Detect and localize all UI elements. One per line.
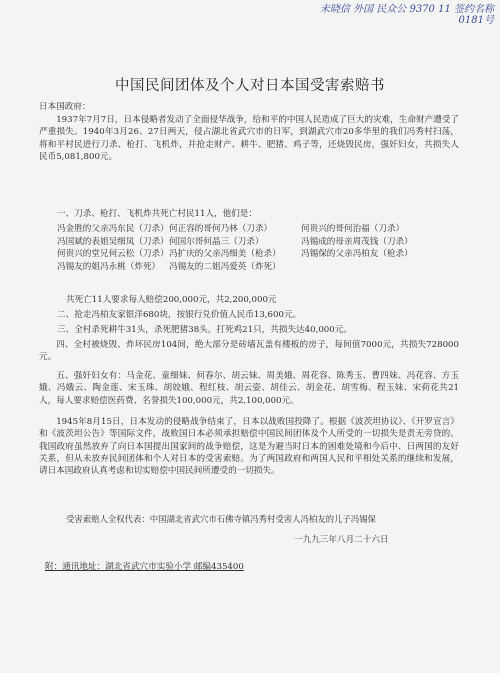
victims-row [57,261,452,274]
victim-cell: 冯锡友的二姐冯爱英（炸死） [169,261,281,272]
intro-paragraph: 1937年7月7日，日本侵略者发动了全面侵华战争，给和平的中国人民造成了巨大的灾难，生命财产遭受了严重损失。1940年3月26、27日两天，侵占湖北省武穴市的日军，到湖武穴市20多华里的我们冯秀村扫荡，将和平村民进行刀杀、枪打、飞机炸，并抢走财产、耕牛、肥猪、鸡子等，还烧毁民房，强奸妇女，共损失人民币5,081,800元。 [39,115,459,162]
salutation: 日本国政府： [39,102,91,112]
section-1-heading: 一、刀杀、枪打、飞机炸共死亡村民11人，他们是： [57,209,257,219]
victim-cell: 何正容的哥何乃林（刀杀） [169,224,273,234]
claimant-representative: 受害索赔人全权代表：中国湖北省武穴市石佛寺镇冯秀村受害人冯柏友的儿子冯锡保 [66,514,376,524]
handwritten-line-1: 未晓信 外国 民众公 9370 11 签约名称 [319,4,494,15]
mailing-address: 附：通讯地址：湖北省武穴市实验小学 邮编435400 [45,562,244,572]
victim-cell: 冯锡成的母亲周茂钱（刀杀） [301,236,413,247]
victim-cell: 何贵兴的哥何治福（刀杀） [301,224,405,234]
section-5-paragraph: 五、强奸妇女有：马金花、童细妹、何春尔、胡云妹、周美娥、周花容、陈秀玉、曹四妹、冯花容、方玉娥、冯娥云、陶金莲、宋玉珠、胡姣娥、程红枝、胡云姿、胡佳云、胡金花、胡雪梅、程玉妹、宋荷花共21人，每人要求赔偿医药费、名誉损失100,000元，共2,100,000元。 [39,371,459,406]
closing-paragraph: 1945年8月15日，日本发动的侵略战争结束了，日本以战败国投降了。根据《波茨坦协议》、《开罗宣言》和《波茨坦公告》等国际文件，战败国日本必须承担赔偿中国民间团体及个人所受的一切损失是责无旁贷的。我国政府虽然放弃了向日本国提出国家间的战争赔偿，这是为避当时日本的困难处境和今后中、日两国的友好关系，但从未放弃民间团体和个人对日本的受害索赔。为了两国政府和两国人民和平相处关系的继续和发展，请日本国政府认真考虑和切实赔偿中国民间所遭受的一切损失。 [39,417,459,477]
victim-cell: 冯国斌的表姐吴细凤（刀杀） [57,236,169,247]
victim-cell: 何国尔哥何晶三（刀杀） [169,236,264,247]
victim-cell [301,261,452,274]
section-2-claim: 二、抢走冯柏友家银洋680块，按银行兑价值人民币13,600元。 [57,310,302,320]
section-4-paragraph: 四、全村被烧毁、炸坏民房104间，绝大部分是砖墙瓦盖有楼板的房子，每间值7000元，共损失728000元。 [39,340,459,363]
victims-row [57,248,452,261]
victims-row [57,236,452,249]
document-date: 一九九三年八月二十六日 [294,535,389,545]
handwritten-line-2: 0181号 [458,15,494,26]
victim-cell: 何贵兴的堂兄何云松（刀杀） [57,249,169,259]
section-3-claim: 三、全村杀死耕牛31头，杀死肥猪38头，打死鸡21只，共损失达40,000元。 [57,325,352,335]
handwritten-annotation [294,4,494,26]
victims-row [57,223,452,236]
death-compensation-claim: 共死亡11人要求每人赔偿200,000元，共2,200,000元 [66,295,277,305]
document-title: 中国民间团体及个人对日本国受害索赔书 [115,78,385,94]
victim-cell: 冯锡保的父亲冯柏友（枪杀） [301,249,413,259]
victim-cell: 冯扩庆的父亲冯细美（枪杀） [169,249,281,259]
victims-table [57,223,452,273]
victim-cell: 冯金胜的父亲冯东民（刀杀） [57,224,169,234]
victim-cell: 冯锡友的姐冯永桃（炸死） [57,261,161,272]
